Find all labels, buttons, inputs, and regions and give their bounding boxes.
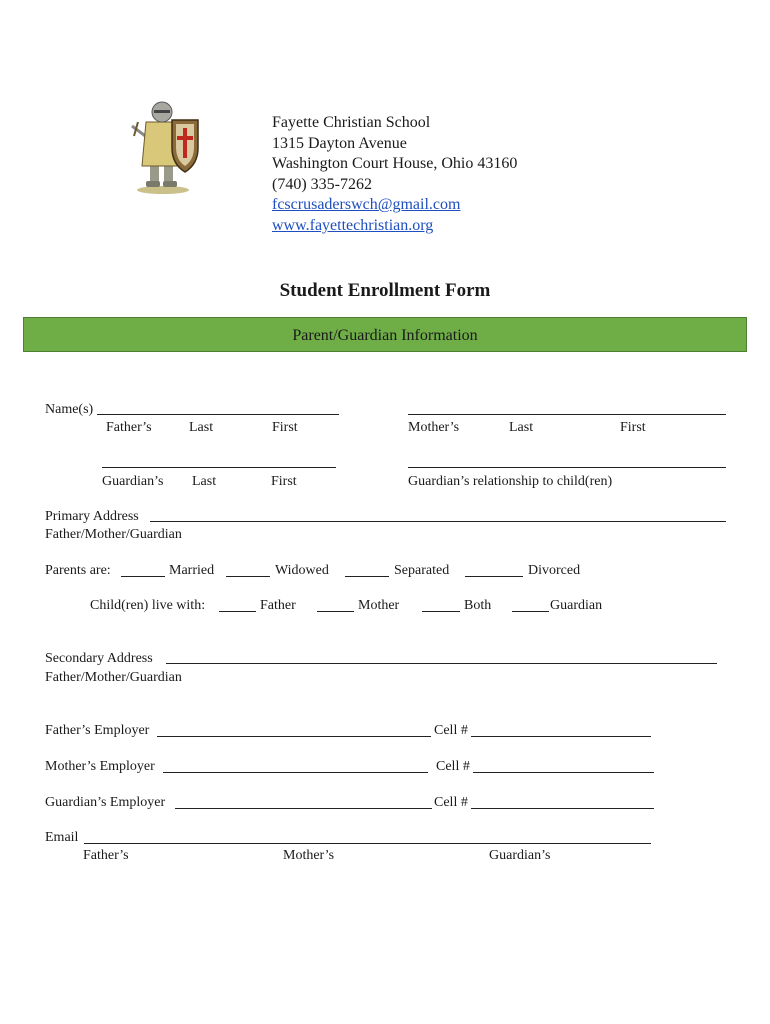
- guardian-relationship-field[interactable]: [408, 467, 726, 468]
- lives-with-both-field[interactable]: [422, 611, 460, 612]
- school-email-link[interactable]: fcscrusaderswch@gmail.com: [272, 196, 461, 214]
- primary-address-field[interactable]: [150, 521, 726, 522]
- father-cell-label: Cell #: [434, 723, 468, 738]
- section-banner: [23, 317, 747, 352]
- lives-with-guardian-field[interactable]: [512, 611, 549, 612]
- email-guardian-label: Guardian’s: [489, 848, 551, 863]
- guardian-name-field[interactable]: [102, 467, 336, 468]
- married-label: Married: [169, 563, 215, 578]
- primary-address-label: Primary Address: [45, 509, 139, 524]
- widowed-field[interactable]: [226, 576, 270, 577]
- school-city: Washington Court House, Ohio 43160: [272, 155, 518, 173]
- mother-employer-label: Mother’s Employer: [45, 759, 155, 774]
- lives-with-both-label: Both: [464, 598, 492, 613]
- school-street: 1315 Dayton Avenue: [272, 134, 407, 152]
- guardian-last-label: Last: [192, 474, 217, 489]
- lives-with-father-label: Father: [260, 598, 296, 613]
- guardian-employer-label: Guardian’s Employer: [45, 795, 166, 810]
- guardian-relationship-label: Guardian’s relationship to child(ren): [408, 474, 613, 489]
- parents-are-label: Parents are:: [45, 563, 111, 578]
- divorced-field[interactable]: [465, 576, 523, 577]
- married-field[interactable]: [121, 576, 165, 577]
- mother-name-field[interactable]: [408, 414, 726, 415]
- father-name-field[interactable]: [97, 414, 339, 415]
- father-cell-field[interactable]: [471, 736, 651, 737]
- school-website-link[interactable]: www.fayettechristian.org: [272, 217, 434, 234]
- guardian-label: Guardian’s: [102, 474, 164, 489]
- guardian-cell-label: Cell #: [434, 795, 468, 810]
- mother-last-label: Last: [509, 420, 534, 435]
- section-banner-label: Parent/Guardian Information: [292, 327, 478, 344]
- father-last-label: Last: [189, 420, 214, 435]
- lives-with-guardian-label: Guardian: [550, 598, 603, 613]
- primary-address-sub: Father/Mother/Guardian: [45, 527, 182, 542]
- secondary-address-field[interactable]: [166, 663, 717, 664]
- secondary-address-label: Secondary Address: [45, 651, 153, 666]
- form-title: Student Enrollment Form: [279, 280, 491, 301]
- email-father-label: Father’s: [83, 848, 129, 863]
- divorced-label: Divorced: [528, 563, 581, 578]
- lives-with-mother-label: Mother: [358, 598, 400, 613]
- father-first-label: First: [272, 420, 298, 435]
- mother-employer-field[interactable]: [163, 772, 428, 773]
- mother-label: Mother’s: [408, 420, 460, 435]
- email-field[interactable]: [84, 843, 651, 844]
- crusader-knight-icon: [126, 92, 206, 196]
- widowed-label: Widowed: [275, 563, 329, 578]
- guardian-cell-field[interactable]: [471, 808, 654, 809]
- father-employer-field[interactable]: [157, 736, 431, 737]
- lives-with-mother-field[interactable]: [317, 611, 354, 612]
- names-label: Name(s): [45, 402, 94, 417]
- mother-cell-field[interactable]: [473, 772, 654, 773]
- separated-field[interactable]: [345, 576, 389, 577]
- school-phone: (740) 335-7262: [272, 175, 372, 193]
- father-label: Father’s: [106, 420, 152, 435]
- guardian-first-label: First: [271, 474, 297, 489]
- father-employer-label: Father’s Employer: [45, 723, 150, 738]
- mother-first-label: First: [620, 420, 646, 435]
- school-name: Fayette Christian School: [272, 114, 431, 131]
- email-label: Email: [45, 830, 79, 845]
- email-mother-label: Mother’s: [283, 848, 335, 863]
- mother-cell-label: Cell #: [436, 759, 470, 774]
- lives-with-father-field[interactable]: [219, 611, 256, 612]
- secondary-address-sub: Father/Mother/Guardian: [45, 670, 182, 685]
- lives-with-label: Child(ren) live with:: [90, 598, 206, 613]
- separated-label: Separated: [394, 563, 450, 578]
- guardian-employer-field[interactable]: [175, 808, 432, 809]
